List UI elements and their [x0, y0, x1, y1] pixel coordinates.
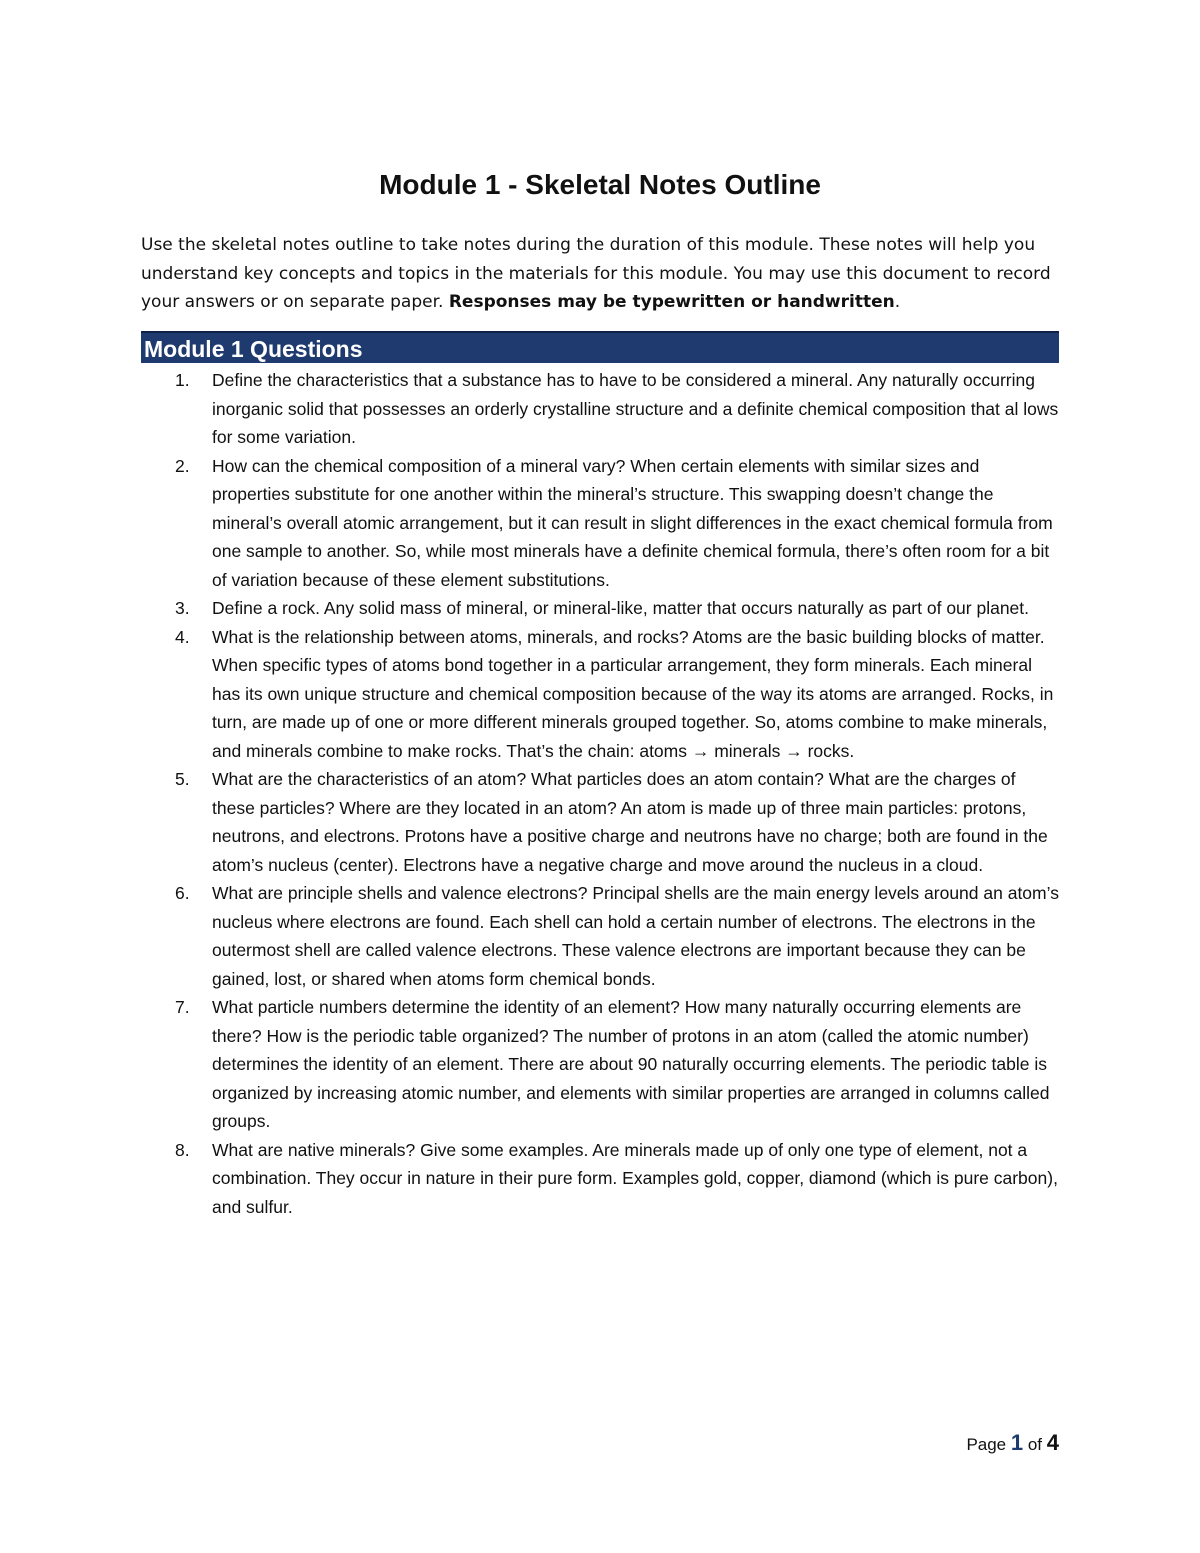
intro-text: Use the skeletal notes outline to take notes during the duration of this module. These notes will help you understand key concepts and topics in the materials for this module. You may use this document to record your answers or on separate paper. [141, 235, 1051, 312]
question-number: 3. [175, 598, 190, 618]
question-number: 6. [175, 883, 190, 903]
question-number: 7. [175, 997, 190, 1017]
question-item [141, 452, 1059, 595]
question-item [141, 1136, 1059, 1222]
question-item [141, 594, 1059, 623]
section-title: Module 1 Questions [144, 336, 363, 362]
intro-end: . [894, 292, 901, 312]
current-page-number: 1 [1010, 1430, 1024, 1455]
question-text: What are native minerals? Give some examples. Are minerals made up of only one type of element, not a combination. They occur in nature in their pure form. Examples gold, copper, diamond (which is pure carbon), and sulfur. [212, 1139, 1058, 1217]
intro-bold-note: Responses may be typewritten or handwritten [448, 292, 895, 312]
question-number: 5. [175, 769, 190, 789]
question-number: 2. [175, 455, 190, 476]
question-text: What are the characteristics of an atom? What particles does an atom contain? What are the charges of these particles? Where are they located in an atom? An atom is made up of three main particles: protons, neutrons, and electrons. Protons have a positive charge and neutrons have no charge; both are found in the atom’s nucleus (center). Electrons have a negative charge and move around the nucleus in a cloud. [212, 769, 1048, 875]
page-footer [966, 1430, 1059, 1458]
question-text: What is the relationship between atoms, minerals, and rocks? Atoms are the basic building blocks of matter. When specific types of atoms bond together in a particular arrangement, they form minerals. Each mineral has its own unique structure and chemical composition because of the way its atoms are arranged. Rocks, in turn, are made up of one or more different minerals grouped together. So, atoms combine to make minerals, and minerals combine to make rocks. That’s the chain: atoms → minerals → rocks. [212, 626, 1054, 761]
page-title: Module 1 - Skeletal Notes Outline [379, 169, 821, 200]
question-item [141, 765, 1059, 879]
question-text: How can the chemical composition of a mineral vary? When certain elements with similar sizes and properties substitute for one another within the mineral’s structure. This swapping doesn’t change the mineral’s overall atomic arrangement, but it can result in slight differences in the exact chemical formula from one sample to another. So, while most minerals have a definite chemical formula, there’s often room for a bit of variation because of these element substitutions. [212, 455, 1053, 590]
question-text: Define the characteristics that a substance has to have to be considered a mineral. Any naturally occurring inorganic solid that possesses an orderly crystalline structure and a definite chemical composition that al lows for some variation. [212, 370, 1059, 447]
page-label: Page [966, 1435, 1011, 1454]
intro-paragraph [141, 231, 1066, 317]
question-list [141, 366, 1059, 1221]
question-number: 8. [175, 1139, 190, 1160]
question-text: Define a rock. Any solid mass of mineral, or mineral-like, matter that occurs naturally as part of our planet. [212, 598, 1030, 618]
question-item [141, 366, 1059, 452]
total-pages-number: 4 [1046, 1430, 1059, 1455]
question-text: What are principle shells and valence electrons? Principal shells are the main energy levels around an atom’s nucleus where electrons are found. Each shell can hold a certain number of electrons. The electrons in the outermost shell are called valence electrons. These valence electrons are important because they can be gained, lost, or shared when atoms form chemical bonds. [212, 883, 1059, 989]
section-header-bar [141, 331, 1059, 363]
question-number: 1. [175, 370, 190, 390]
question-item [141, 623, 1059, 766]
question-text: What particle numbers determine the identity of an element? How many naturally occurring elements are there? How is the periodic table organized? The number of protons in an atom (called the atomic number) determines the identity of an element. There are about 90 naturally occurring elements. The periodic table is organized by increasing atomic number, and elements with similar properties are arranged in columns called groups. [212, 997, 1050, 1131]
of-label: of [1023, 1435, 1047, 1454]
question-item [141, 993, 1059, 1136]
question-item [141, 879, 1059, 993]
question-number: 4. [175, 626, 190, 647]
